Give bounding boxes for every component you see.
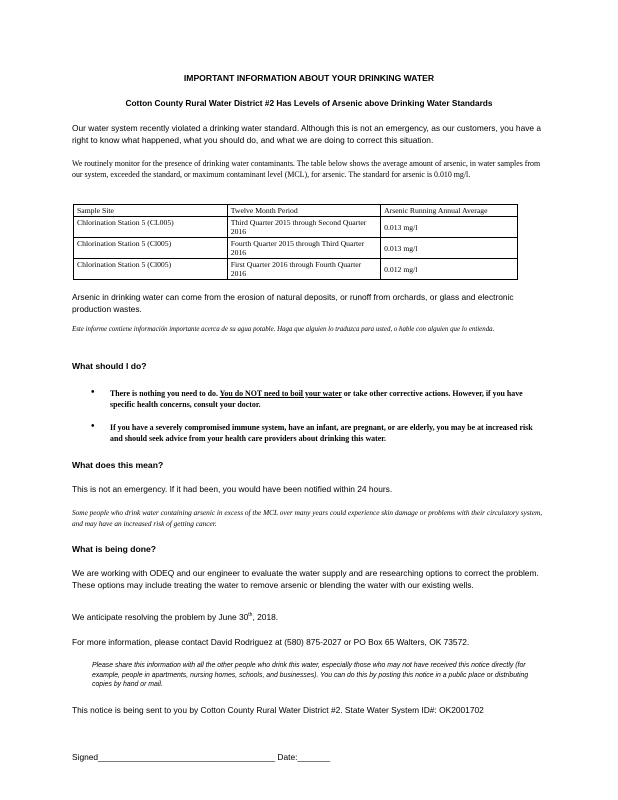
- arsenic-table: [73, 204, 518, 280]
- bullet-text: If you have a severely compromised immune system, have an infant, are pregnant, or are elderly, you may be at increased risk and should seek advice from your health care providers about drinking this water.: [110, 423, 533, 443]
- bullet-dot-icon: •: [91, 387, 95, 398]
- table-row: [74, 238, 518, 259]
- table-cell-average: 0.013 mg/l: [381, 217, 518, 238]
- signature-line: [72, 752, 550, 764]
- contact-paragraph: For more information, please contact David Rodriguez at (580) 875-2027 or PO Box 65 Walters, OK 73572.: [72, 637, 470, 647]
- what-should-i-do-heading: What should I do?: [72, 361, 147, 371]
- page-subtitle: Cotton County Rural Water District #2 Has Levels of Arsenic above Drinking Water Standards: [125, 98, 493, 108]
- table-cell-period: First Quarter 2016 through Fourth Quarter 2016: [227, 259, 380, 280]
- sent-by-paragraph: This notice is being sent to you by Cotton County Rural Water District #2. State Water System ID#: OK2001702: [72, 705, 484, 715]
- bullet-text-pre: There is nothing you need to do.: [110, 389, 220, 398]
- resolution-superscript: th: [248, 612, 253, 619]
- signed-label: Signed: [72, 752, 99, 762]
- table-row: [74, 259, 518, 280]
- health-effects-paragraph: Some people who drink water containing arsenic in excess of the MCL over many years could experience skin damage or problems with their circulatory system, and may have an increased risk of getting cancer.: [72, 508, 543, 528]
- bullet-dot-icon: •: [91, 421, 95, 432]
- arsenic-sources-paragraph: Arsenic in drinking water can come from the erosion of natural deposits, or runoff from orchards, or glass and electronic production wastes.: [72, 292, 514, 314]
- table-row: [74, 217, 518, 238]
- table-header-period: Twelve Month Period: [227, 205, 380, 217]
- corrective-action-paragraph: We are working with ODEQ and our engineer to evaluate the water supply and are researching options to correct the problem. These options may include treating the water to remove arsenic or blending the water with our existing wells.: [72, 568, 539, 590]
- monitoring-paragraph: We routinely monitor for the presence of drinking water contaminants. The table below shows the average amount of arsenic, in water samples from our system, exceeded the standard, or maximum contaminant level (MCL), for arsenic. The standard for arsenic is 0.010 mg/l.: [72, 159, 541, 179]
- table-cell-period: Third Quarter 2015 through Second Quarter 2016: [227, 217, 380, 238]
- resolution-year: , 2018.: [252, 612, 279, 622]
- signed-blank: ______________________________________: [98, 752, 276, 762]
- date-label: Date:: [277, 752, 298, 762]
- bullet-item-health-risk: [92, 423, 544, 444]
- table-header-average: Arsenic Running Annual Average: [381, 205, 518, 217]
- bullet-text-post: or take other corrective actions. However, if you have specific health concerns, consult your doctor.: [110, 389, 523, 409]
- bullet-text-underlined: You do NOT need to boil your water: [219, 389, 342, 398]
- bullet-item-no-action: [92, 389, 544, 410]
- date-blank: _______: [297, 752, 331, 762]
- table-cell-period: Fourth Quarter 2015 through Third Quarter 2016: [227, 238, 380, 259]
- what-does-this-mean-heading: What does this mean?: [72, 460, 164, 470]
- table-cell-site: Chlorination Station 5 (Cl005): [74, 259, 228, 280]
- resolution-text: We anticipate resolving the problem by June 30: [72, 612, 249, 622]
- what-is-being-done-heading: What is being done?: [72, 544, 157, 554]
- table-header-row: [74, 205, 518, 217]
- not-emergency-paragraph: This is not an emergency. If it had been, you would have been notified within 24 hours.: [72, 484, 393, 494]
- resolution-date-paragraph: [72, 612, 550, 624]
- intro-paragraph: Our water system recently violated a drinking water standard. Although this is not an emergency, as our customers, you have a right to know what happened, what you should do, and what we are doing to correct this situation.: [72, 123, 542, 145]
- table-cell-average: 0.013 mg/l: [381, 238, 518, 259]
- spanish-note: Este informe contiene información importante acerca de su agua potable. Haga que alguien lo traduzca para usted, o hable con alguien que lo entienda.: [72, 326, 495, 333]
- table-header-sample-site: Sample Site: [74, 205, 228, 217]
- table-cell-site: Chlorination Station 5 (Cl005): [74, 238, 228, 259]
- table-cell-site: Chlorination Station 5 (CL005): [74, 217, 228, 238]
- page-title: IMPORTANT INFORMATION ABOUT YOUR DRINKING WATER: [183, 73, 435, 83]
- table-cell-average: 0.012 mg/l: [381, 259, 518, 280]
- share-notice-paragraph: Please share this information with all the other people who drink this water, especially those who may not have received this notice directly (for example, people in apartments, nursing homes, schools, and businesses). You can do this by posting this notice in a public place or distributing copies by hand or mail.: [92, 662, 529, 689]
